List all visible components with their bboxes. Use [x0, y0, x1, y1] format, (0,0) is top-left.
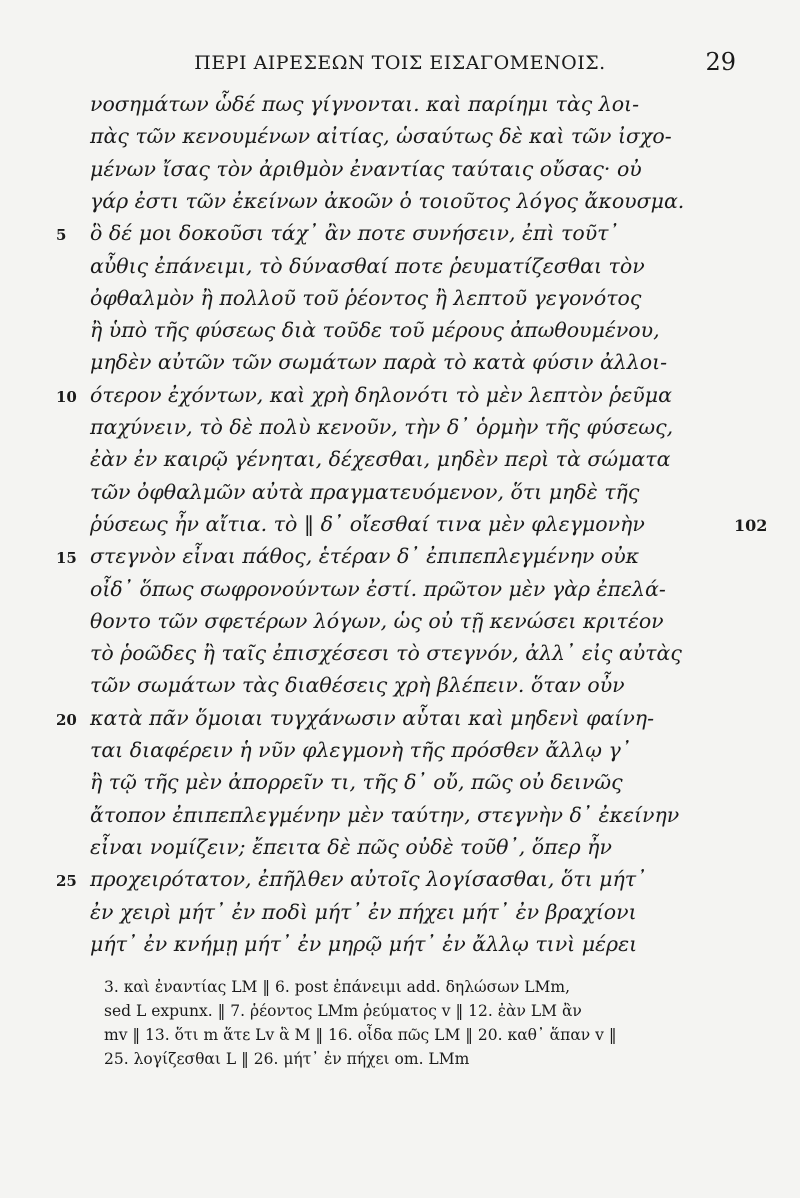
text-line: πὰς τῶν κενουμένων αἰτίας, ὡσαύτως δὲ καὶ τῶν ἰσχο- — [90, 124, 672, 149]
text-line: γάρ ἐστι τῶν ἐκείνων ἀκοῶν ὁ τοιοῦτος λόγος ἄκουσμα. — [90, 188, 685, 213]
line-number: 25 — [56, 872, 77, 891]
line-number: 15 — [56, 549, 77, 568]
text-line: ὀφθαλμὸν ἢ πολλοῦ τοῦ ῥέοντος ἢ λεπτοῦ γεγονότος — [90, 285, 642, 310]
text-line: παχύνειν, τὸ δὲ πολὺ κενοῦν, τὴν δ᾿ ὁρμὴν τῆς φύσεως, — [90, 415, 674, 439]
text-line: τὸ ῥοῶδες ἢ ταῖς ἐπισχέσεσι τὸ στεγνόν, ἀλλ᾿ εἰς αὐτὰς — [90, 641, 682, 666]
text-line: ὃ δέ μοι δοκοῦσι τάχ᾿ ἂν ποτε συνήσειν, ἐπὶ τοῦτ᾿ — [90, 221, 619, 246]
text-line: μηδὲν αὐτῶν τῶν σωμάτων παρὰ τὸ κατὰ φύσιν ἀλλοι- — [90, 350, 668, 375]
apparatus-line: sed L expunx. ‖ 7. ῥέοντος LMm ῥεύματος v ‖ 12. ἐὰν LM ἂν — [104, 1002, 582, 1020]
text-line: νοσημάτων ὧδέ πως γίγνονται. καὶ παρίημι τὰς λοι- — [90, 92, 639, 116]
text-line: ἐν χειρὶ μήτ᾿ ἐν ποδὶ μήτ᾿ ἐν πήχει μήτ᾿ ἐν βραχίονι — [90, 899, 637, 924]
text-line: ἐὰν ἐν καιρῷ γένηται, δέχεσθαι, μηδὲν περὶ τὰ σώματα — [90, 447, 671, 472]
text-line: ἄτοπον ἐπιπεπλεγμένην μὲν ταύτην, στεγνὴν δ᾿ ἐκείνην — [90, 802, 680, 827]
apparatus-line: 3. καὶ ἐναντίας LM ‖ 6. post ἐπάνειμι add. δηλώσων LMm, — [104, 978, 571, 996]
margin-page-reference: 102 — [734, 515, 768, 535]
text-line: μένων ἴσας τὸν ἀριθμὸν ἐναντίας ταύταις οὔσας· οὐ — [90, 156, 642, 181]
apparatus-line: 25. λογίζεσθαι L ‖ 26. μήτ᾿ ἐν πήχει om. LMm — [104, 1050, 470, 1068]
text-line: τῶν ὀφθαλμῶν αὐτὰ πραγματευόμενον, ὅτι μηδὲ τῆς — [90, 479, 640, 504]
text-line: τῶν σωμάτων τὰς διαθέσεις χρὴ βλέπειν. ὅταν οὖν — [90, 673, 625, 698]
text-line: εἶναι νομίζειν; ἔπειτα δὲ πῶς οὐδὲ τοῦθ᾿, ὅπερ ἦν — [90, 834, 612, 859]
line-number: 5 — [56, 226, 67, 245]
page-number: 29 — [705, 48, 736, 76]
text-line: οἶδ᾿ ὅπως σωφρονούντων ἐστί. πρῶτον μὲν γὰρ ἐπελά- — [90, 576, 666, 601]
apparatus-line: mv ‖ 13. ὅτι m ἅτε Lv ἃ M ‖ 16. οἶδα πῶς LM ‖ 20. καθ᾿ ἅπαν v ‖ — [104, 1026, 617, 1044]
text-line: ῥύσεως ἦν αἴτια. τὸ ‖ δ᾿ οἴεσθαί τινα μὲν φλεγμονὴν — [90, 511, 645, 536]
text-line: ότερον ἐχόντων, καὶ χρὴ δηλονότι τὸ μὲν λεπτὸν ῥεῦμα — [90, 382, 672, 407]
text-line: ἢ τῷ τῆς μὲν ἀπορρεῖν τι, τῆς δ᾿ οὔ, πῶς οὐ δεινῶς — [90, 770, 623, 795]
text-line: προχειρότατον, ἐπῆλθεν αὐτοῖς λογίσασθαι, ὅτι μήτ᾿ — [90, 867, 647, 892]
running-title: ΠΕΡΙ ΑΙΡΕΣΕΩΝ ΤΟΙΣ ΕΙΣΑΓΟΜΕΝΟΙΣ. — [194, 52, 606, 74]
line-number: 10 — [56, 387, 77, 406]
text-line: ται διαφέρειν ἡ νῦν φλεγμονὴ τῆς πρόσθεν ἄλλῳ γ᾿ — [90, 738, 631, 762]
text-line: αὖθις ἐπάνειμι, τὸ δύνασθαί ποτε ῥευματίζεσθαι τὸν — [90, 253, 645, 278]
text-line: στεγνὸν εἶναι πάθος, ἑτέραν δ᾿ ἐπιπεπλεγμένην οὐκ — [90, 544, 640, 569]
text-line: κατὰ πᾶν ὅμοιαι τυγχάνωσιν αὗται καὶ μηδενὶ φαίνη- — [90, 705, 654, 730]
line-number: 20 — [56, 710, 77, 729]
text-line: ἢ ὑπὸ τῆς φύσεως διὰ τοῦδε τοῦ μέρους ἀπωθουμένου, — [90, 318, 660, 343]
text-line: θοντο τῶν σφετέρων λόγων, ὡς οὐ τῇ κενώσει κριτέον — [90, 608, 664, 633]
text-line: μήτ᾿ ἐν κνήμῃ μήτ᾿ ἐν μηρῷ μήτ᾿ ἐν ἄλλῳ τινὶ μέρει — [90, 931, 638, 956]
